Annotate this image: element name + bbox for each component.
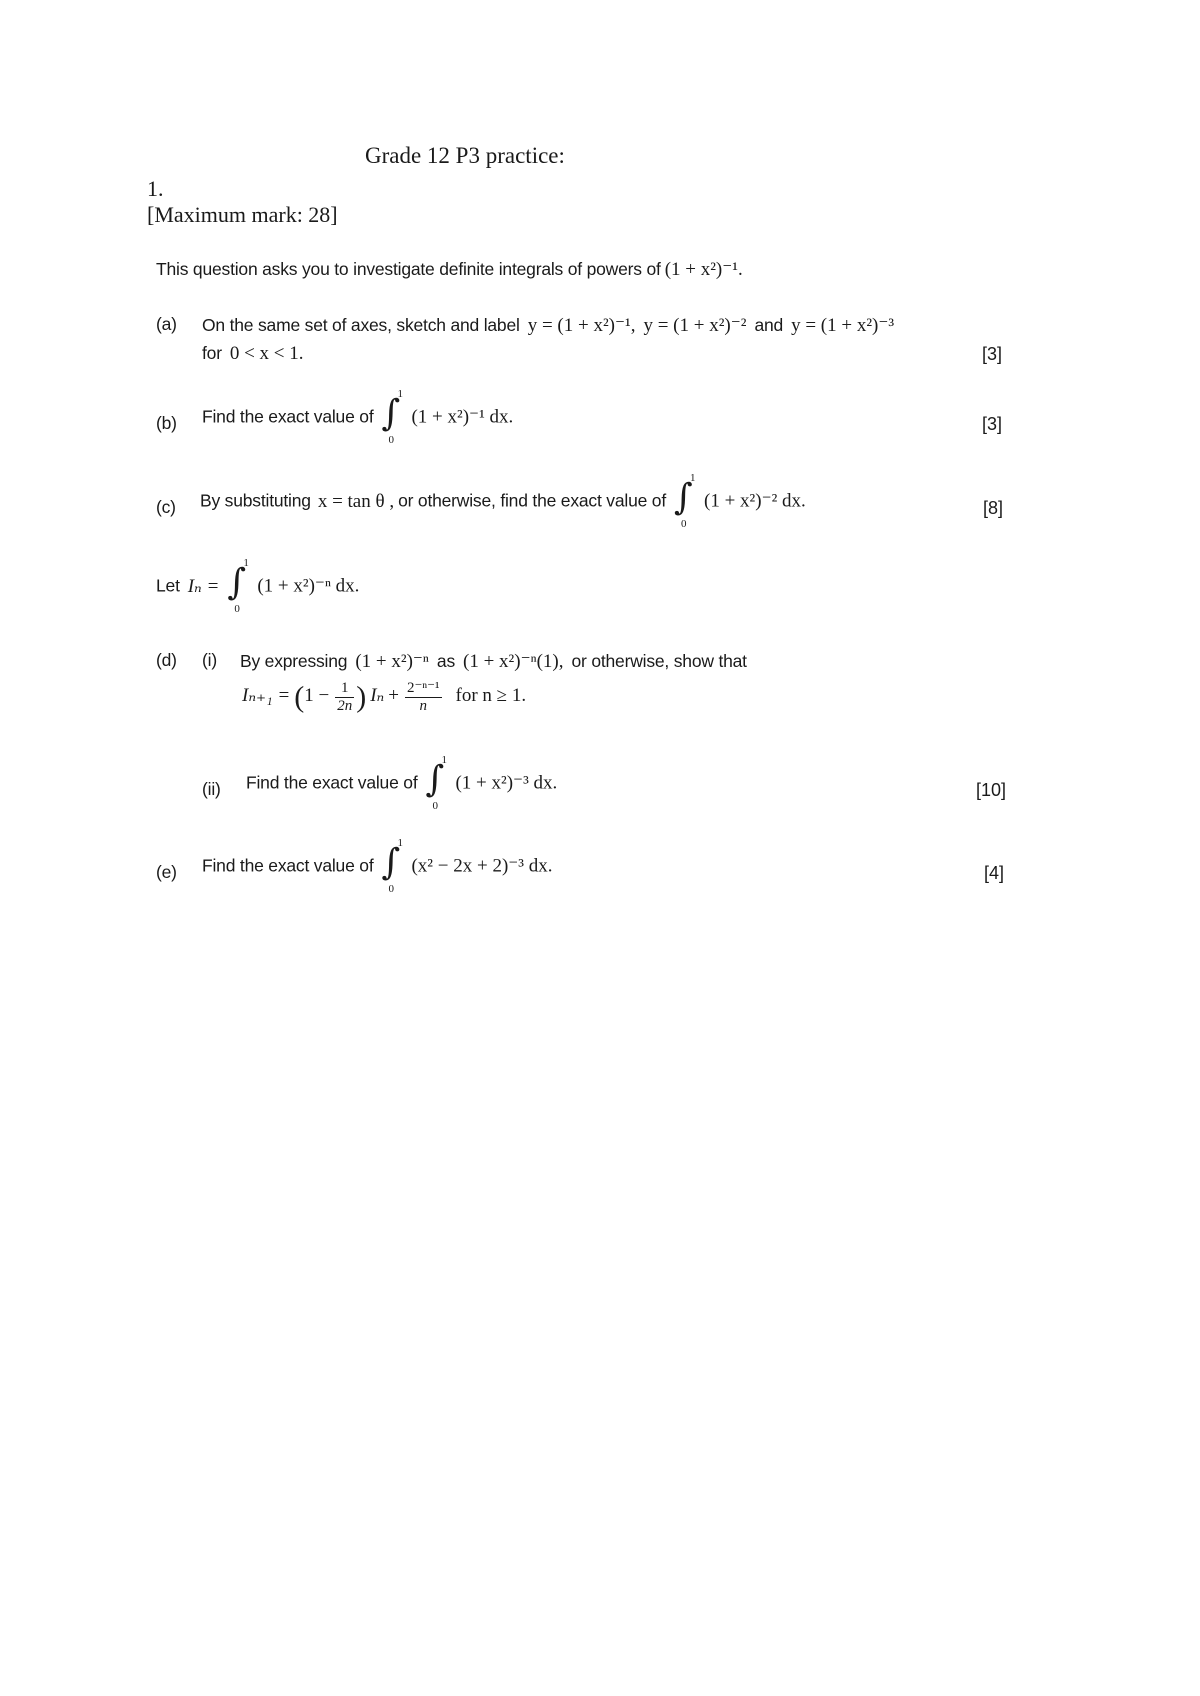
upper-limit: 1	[397, 388, 403, 400]
part-c-label: (c)	[156, 497, 176, 517]
upper-limit: 1	[243, 557, 249, 569]
integral-symbol: ∫	[381, 393, 401, 434]
part-c-text2: or otherwise, find the exact value of	[398, 490, 666, 511]
part-a-label: (a)	[156, 314, 177, 334]
let-lhs: Iₙ =	[187, 575, 220, 597]
integral-symbol: ∫	[227, 562, 247, 603]
part-a-expr1: y = (1 + x²)⁻¹,	[527, 315, 636, 336]
part-d-ii-line	[246, 754, 558, 812]
integral-symbol: ∫	[381, 842, 401, 883]
part-b-mark: [3]	[982, 414, 1003, 434]
part-a-range: 0 < x < 1.	[229, 343, 304, 364]
plus-sign: +	[388, 685, 399, 707]
part-c-text1: By substituting	[200, 490, 311, 511]
part-d-i-text1: By expressing	[240, 651, 348, 671]
definition-line	[156, 557, 360, 615]
part-e-integrand: (x² − 2x + 2)⁻³ dx.	[411, 855, 553, 877]
integral-sign	[381, 837, 405, 895]
intro-text: This question asks you to investigate definite integrals of powers of	[156, 259, 661, 279]
part-d-i-text2: or otherwise, show that	[571, 651, 747, 671]
upper-limit: 1	[690, 472, 696, 484]
integral-sign	[425, 754, 449, 812]
lower-limit: 0	[388, 883, 394, 895]
part-b-label: (b)	[156, 413, 177, 433]
lower-limit: 0	[681, 518, 687, 530]
part-e-label: (e)	[156, 862, 177, 882]
recurrence-lhs: Iₙ₊₁ =	[242, 685, 291, 707]
intro-expr: (1 + x²)⁻¹.	[664, 259, 743, 280]
integral-sign	[381, 388, 405, 446]
let-text: Let	[156, 575, 180, 596]
recurrence-formula	[242, 680, 526, 715]
fraction-numerator: 1	[335, 680, 354, 698]
part-e-mark: [4]	[984, 863, 1005, 883]
one: 1 −	[304, 685, 330, 707]
part-d-i-label: (i)	[202, 650, 217, 670]
part-b-text: Find the exact value of	[202, 406, 374, 427]
part-d-label: (d)	[156, 650, 177, 670]
part-a-line2	[202, 343, 304, 365]
part-e-text: Find the exact value of	[202, 855, 374, 876]
part-c-substitution: x = tan θ ,	[317, 490, 395, 512]
upper-limit: 1	[441, 754, 447, 766]
fraction-power-over-n	[405, 680, 442, 715]
part-c-integrand: (1 + x²)⁻² dx.	[704, 490, 806, 512]
lower-limit: 0	[234, 603, 240, 615]
part-d-i-line1	[240, 650, 747, 673]
part-a-text: On the same set of axes, sketch and label	[202, 315, 520, 335]
integral-sign	[227, 557, 251, 615]
fraction-1-over-2n	[335, 680, 354, 715]
page-title: Grade 12 P3 practice:	[365, 143, 565, 168]
recurrence-In: Iₙ	[370, 685, 385, 707]
part-d-ii-label: (ii)	[202, 779, 221, 799]
part-b-line	[202, 388, 514, 446]
integral-symbol: ∫	[674, 477, 693, 518]
integral-symbol: ∫	[425, 759, 445, 800]
lower-limit: 0	[388, 434, 394, 446]
integral-sign	[674, 472, 698, 530]
fraction-numerator: 2⁻ⁿ⁻¹	[406, 680, 440, 696]
part-d-i-expr2: (1 + x²)⁻ⁿ(1),	[463, 651, 564, 672]
left-paren: (	[294, 680, 305, 714]
part-c-line	[200, 472, 806, 530]
let-integrand: (1 + x²)⁻ⁿ dx.	[257, 575, 360, 597]
part-a-mark: [3]	[982, 344, 1003, 364]
upper-limit: 1	[397, 837, 403, 849]
question-number: 1.	[147, 176, 164, 201]
fraction-denominator: 2n	[337, 698, 353, 714]
part-a-line1	[202, 314, 894, 337]
right-paren: )	[356, 680, 367, 714]
part-c-mark: [8]	[983, 498, 1004, 518]
part-b-integrand: (1 + x²)⁻¹ dx.	[411, 406, 514, 428]
part-d-ii-text: Find the exact value of	[246, 772, 418, 793]
intro-line	[156, 258, 743, 281]
part-a-for: for	[202, 343, 222, 363]
part-d-mark: [10]	[976, 780, 1007, 800]
maximum-mark: [Maximum mark: 28]	[147, 202, 338, 227]
part-d-i-expr1: (1 + x²)⁻ⁿ	[355, 651, 429, 672]
recurrence-condition: for n ≥ 1.	[455, 685, 527, 707]
part-e-line	[202, 837, 553, 895]
part-a-expr3: y = (1 + x²)⁻³	[791, 315, 895, 336]
part-a-expr2: y = (1 + x²)⁻²	[643, 315, 747, 336]
part-a-and: and	[754, 315, 784, 335]
lower-limit: 0	[432, 800, 438, 812]
fraction-denominator: n	[419, 698, 427, 714]
part-d-i-as: as	[436, 651, 456, 671]
part-d-ii-integrand: (1 + x²)⁻³ dx.	[455, 772, 558, 794]
